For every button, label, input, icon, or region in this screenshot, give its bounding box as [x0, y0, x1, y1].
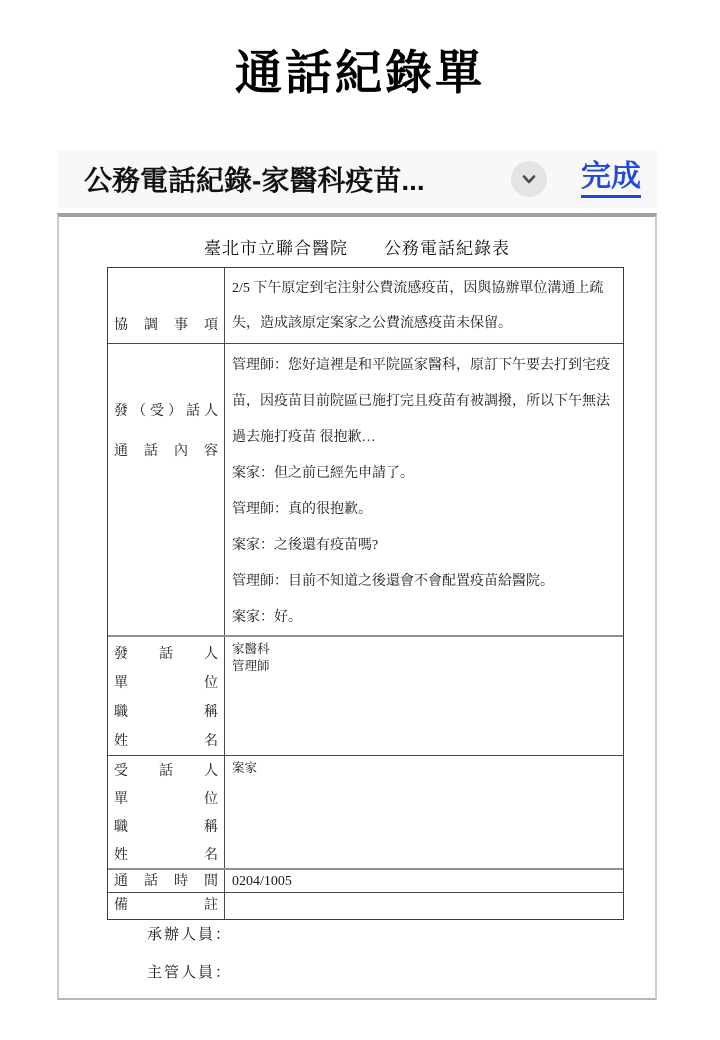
supervisor-signature-label: 主管人員：	[147, 965, 233, 981]
call-record-table	[107, 267, 624, 920]
table-row-caller	[108, 635, 623, 755]
remarks-value	[225, 893, 623, 919]
receiver-info: 案家	[232, 761, 258, 775]
table-row-call-time	[108, 868, 623, 892]
caller-info: 家醫科 管理師	[232, 642, 270, 673]
table-row-call-content	[108, 343, 623, 635]
document-name[interactable]: 公務電話紀錄-家醫科疫苗...	[84, 165, 425, 196]
coordination-content: 2/5 下午原定到宅注射公費流感疫苗，因與協辦單位溝通上疏失，造成該原定案家之公費流感疫苗未保留。	[232, 281, 604, 331]
document-viewer[interactable]	[57, 213, 657, 1000]
table-row-remarks	[108, 892, 623, 919]
row-label-caller: 發話人 單位 職稱 姓名	[108, 637, 225, 755]
page-title: 通話紀錄單	[235, 46, 485, 99]
document-heading: 臺北市立聯合醫院 公務電話紀錄表	[204, 239, 510, 258]
row-label-call-time: 通話時間	[108, 870, 225, 892]
dialogue-line: 管理師：您好這裡是和平院區家醫科，原訂下午要去打到宅疫苗，因疫苗目前院區已施打完且疫苗有被調撥，所以下午無法過去施打疫苗 很抱歉…	[232, 358, 610, 445]
dialogue-line: 案家：但之前已經先申請了。	[232, 466, 414, 481]
call-time-value: 0204/1005	[232, 874, 292, 889]
done-button[interactable]: 完成	[581, 160, 641, 198]
document-toolbar	[57, 150, 657, 208]
row-label-coordination: 協調事項	[108, 268, 225, 343]
dialogue-line: 案家：之後還有疫苗嗎?	[232, 538, 379, 553]
table-row-receiver	[108, 755, 623, 868]
row-label-receiver: 受話人 單位 職稱 姓名	[108, 756, 225, 868]
dialogue-line: 管理師：真的很抱歉。	[232, 502, 372, 517]
table-row-coordination	[108, 268, 623, 343]
officer-signature-label: 承辦人員：	[147, 927, 233, 943]
row-label-call-content: 發（受）話人 通話內容	[108, 344, 225, 635]
chevron-down-icon	[519, 169, 539, 189]
row-label-remarks: 備註	[108, 893, 225, 919]
dialogue-line: 管理師：目前不知道之後還會不會配置疫苗給醫院。	[232, 574, 554, 589]
dialogue-line: 案家：好。	[232, 610, 302, 625]
collapse-button[interactable]	[511, 161, 547, 197]
call-dialogue	[225, 344, 623, 635]
